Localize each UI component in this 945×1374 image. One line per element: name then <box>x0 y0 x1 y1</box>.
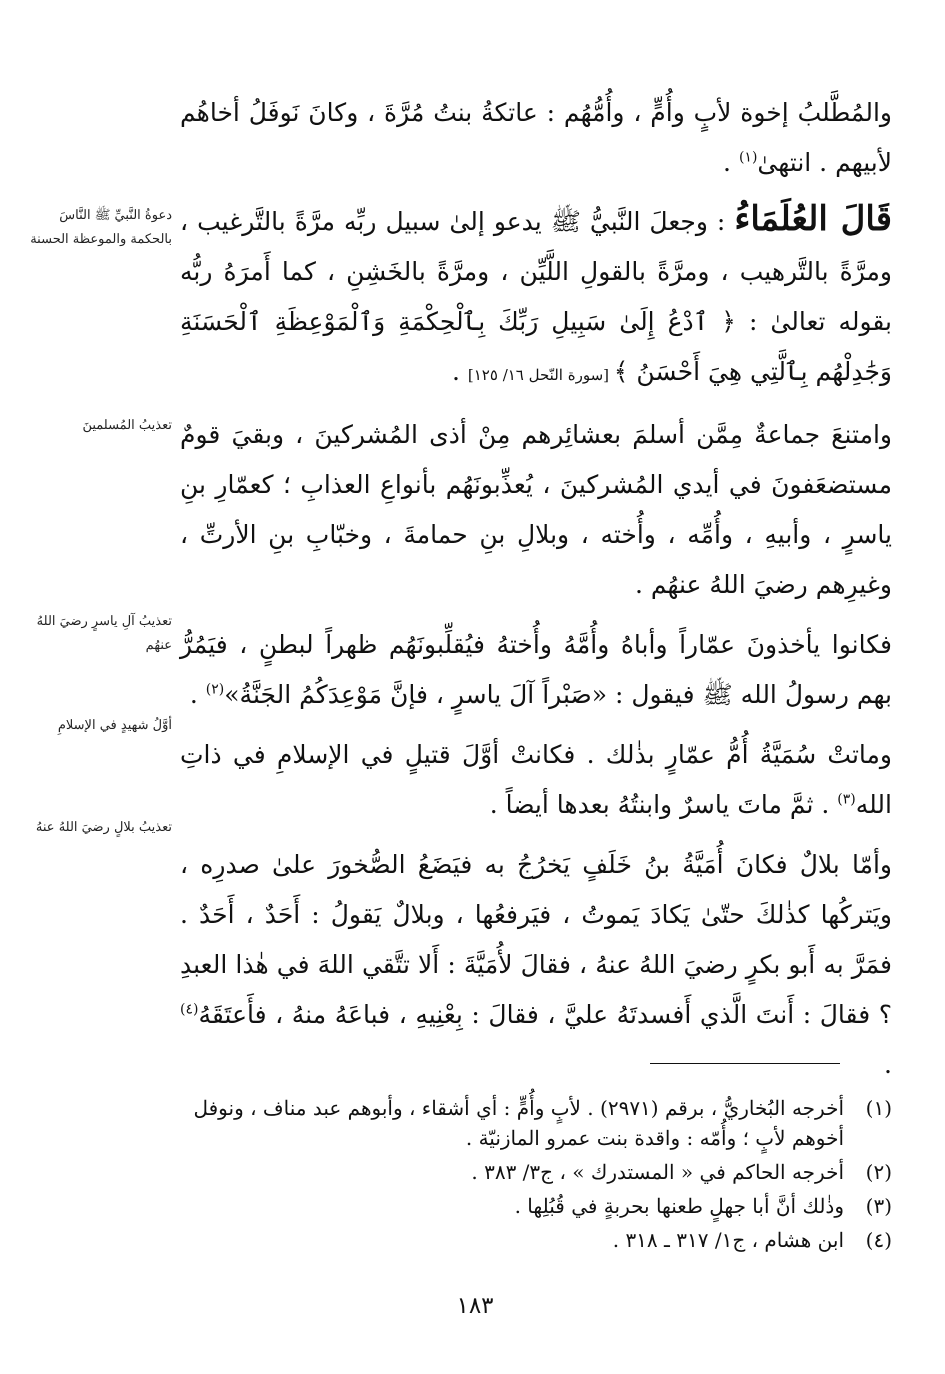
paragraph-1-text: والمُطَّلبُ إخوة لأبٍ وأُمٍّ ، وأُمُّهُم : عاتكةُ بنتُ مُرَّةَ ، وكانَ نَوفَلُ أخاهُم لأبيهم . انتهىٰ <box>180 98 892 177</box>
footnote-2-number: (٢) <box>865 1160 892 1184</box>
page-number: ١٨٣ <box>456 1293 494 1319</box>
paragraph-1 <box>180 88 892 188</box>
verse-citation: [سورة النّحل ١٦/ ١٢٥] <box>467 366 614 384</box>
paragraph-3 <box>180 410 892 610</box>
footnote-3 <box>180 1191 892 1221</box>
footnote-2-text: أخرجه الحاكم في « المستدرك » ، ج٣/ ٣٨٣ . <box>471 1160 844 1184</box>
paragraph-2 <box>180 194 892 400</box>
scholars-said-heading: قَالَ العُلَمَاءُ <box>734 199 892 239</box>
footnote-ref-4[interactable]: (٤) <box>180 1001 199 1018</box>
margin-note-bilal-torment: تعذيبُ بلالٍ رضيَ اللهُ عنهُ <box>35 820 172 835</box>
footnote-4 <box>180 1225 892 1255</box>
paragraph-2-text: : وجعلَ النَّبيُّ ﷺ يدعو إلىٰ سبيل ربِّه مرَّةً بالتَّرغيب ، ومرَّةً بالتَّرهيب ، ومرَّةً بالقولِ اللَّيِّن ، ومرَّةً بالخَشِنِ ، كما أَمرَهُ ربُّه بقوله تعالىٰ : <box>180 207 892 336</box>
paragraph-5-end: . ثمَّ ماتَ ياسرٌ وابنتُهُ بعدها أيضاً . <box>489 790 838 819</box>
footnote-ref-2[interactable]: (٢) <box>205 681 225 698</box>
footnote-3-number: (٣) <box>865 1194 892 1218</box>
footnote-1 <box>180 1093 892 1153</box>
footnote-ref-1[interactable]: (١) <box>738 149 758 166</box>
footnote-2 <box>180 1157 892 1187</box>
paragraph-1-end: . <box>723 148 739 177</box>
footnote-1-number: (١) <box>865 1096 892 1120</box>
margin-note-prophet-call: دعوةُ النَّبيِّ ﷺ النَّاسَ بالحكمة والموعظة الحسنة <box>30 208 172 247</box>
paragraph-4 <box>180 620 892 720</box>
footnote-4-number: (٤) <box>865 1228 892 1252</box>
main-text <box>180 88 892 1100</box>
margin-note-first-martyr: أوَّلُ شهيدٍ في الإسلامِ <box>57 718 172 733</box>
paragraph-5-text: وماتتْ سُمَيَّةُ أُمُّ عمّارٍ بذٰلك . فكانتْ أوَّلَ قتيلٍ في الإسلامِ في ذاتِ الله <box>180 740 892 819</box>
margin-note-yasir-family: تعذيبُ آلِ ياسرٍ رضيَ اللهُ عنهُم <box>36 614 172 653</box>
paragraph-2-end: . <box>451 357 468 386</box>
paragraph-3-text: وامتنعَ جماعةٌ مِمَّن أسلمَ بعشائِرهم مِنْ أذى المُشركينَ ، وبقيَ قومٌ مستضعَفونَ في أيدي المُشركينَ ، يُعذِّبونَهُم بأنواعِ العذابِ ؛ كعمّارِ بنِ ياسرٍ ، وأبيهِ ، وأُمِّه ، وأُخته ، وبلالِ بنِ حمامةَ ، وخبّابِ بنِ الأرتِّ ، وغيرِهم رضيَ اللهُ عنهُم . <box>180 420 892 599</box>
paragraph-5 <box>180 730 892 830</box>
footnotes <box>180 1093 892 1259</box>
footnote-ref-3[interactable]: (٣) <box>837 791 856 808</box>
margin-note-muslims-torment: تعذيبُ المُسلمينَ <box>82 418 172 433</box>
paragraph-4-text: فكانوا يأخذونَ عمّاراً وأباهُ وأُمَّهُ وأُختهُ فيُقلِّبونَهُم ظهراً لبطنٍ ، فيَمُرُّ بهم رسولُ الله ﷺ فيقول : «صَبْراً آلَ ياسرٍ ، فإنَّ مَوْعِدَكُمُ الجَنَّةُ» <box>180 630 892 709</box>
quran-verse: ﴿ ٱدْعُ إِلَىٰ سَبِيلِ رَبِّكَ بِٱلْحِكْمَةِ وَٱلْمَوْعِظَةِ ٱلْحَسَنَةِ وَجَٰدِلْهُم بِٱلَّتِي هِيَ أَحْسَنُ ﴾ <box>180 307 892 386</box>
footnote-1-text: أخرجه البُخاريُّ ، برقم (٢٩٧١) . لأبٍ وأُمٍّ : أي أشقاء ، وأبوهم عبد مناف ، ونوفل أخوهم لأبٍ ؛ وأُمّه : واقدة بنت عمرو المازنيّة . <box>193 1096 844 1150</box>
footnote-4-text: ابن هشام ، ج١/ ٣١٧ ـ ٣١٨ . <box>612 1228 844 1252</box>
paragraph-6-text: وأمّا بلالٌ فكانَ أُمَيَّةُ بنُ خَلَفٍ يَخرُجُ به فيَضَعُ الصُّخورَ علىٰ صدرِه ، ويَتركُها كذٰلكَ حتّىٰ يَكادَ يَموتُ ، فيَرفعُها ، وبلالٌ يَقولُ : أَحَدٌ ، أَحَدٌ . فمَرَّ به أَبو بكرٍ رضيَ اللهُ عنهُ ، فقالَ لأُمَيَّةَ : أَلا تتَّقي اللهَ في هٰذا العبدِ ؟ فقالَ : أَنتَ الَّذي أَفسدتَهُ عليَّ ، فقالَ : بِعْنِيهِ ، فباعَهُ منهُ ، فأَعتَقَهُ <box>180 850 892 1029</box>
footnote-3-text: وذٰلك أنَّ أبا جهلٍ طعنها بحربةٍ في قُبُلِها . <box>514 1194 844 1218</box>
paragraph-6-end: . <box>884 1050 892 1079</box>
paragraph-6 <box>180 840 892 1090</box>
footnote-separator <box>650 1063 840 1064</box>
paragraph-4-end: . <box>189 680 206 709</box>
